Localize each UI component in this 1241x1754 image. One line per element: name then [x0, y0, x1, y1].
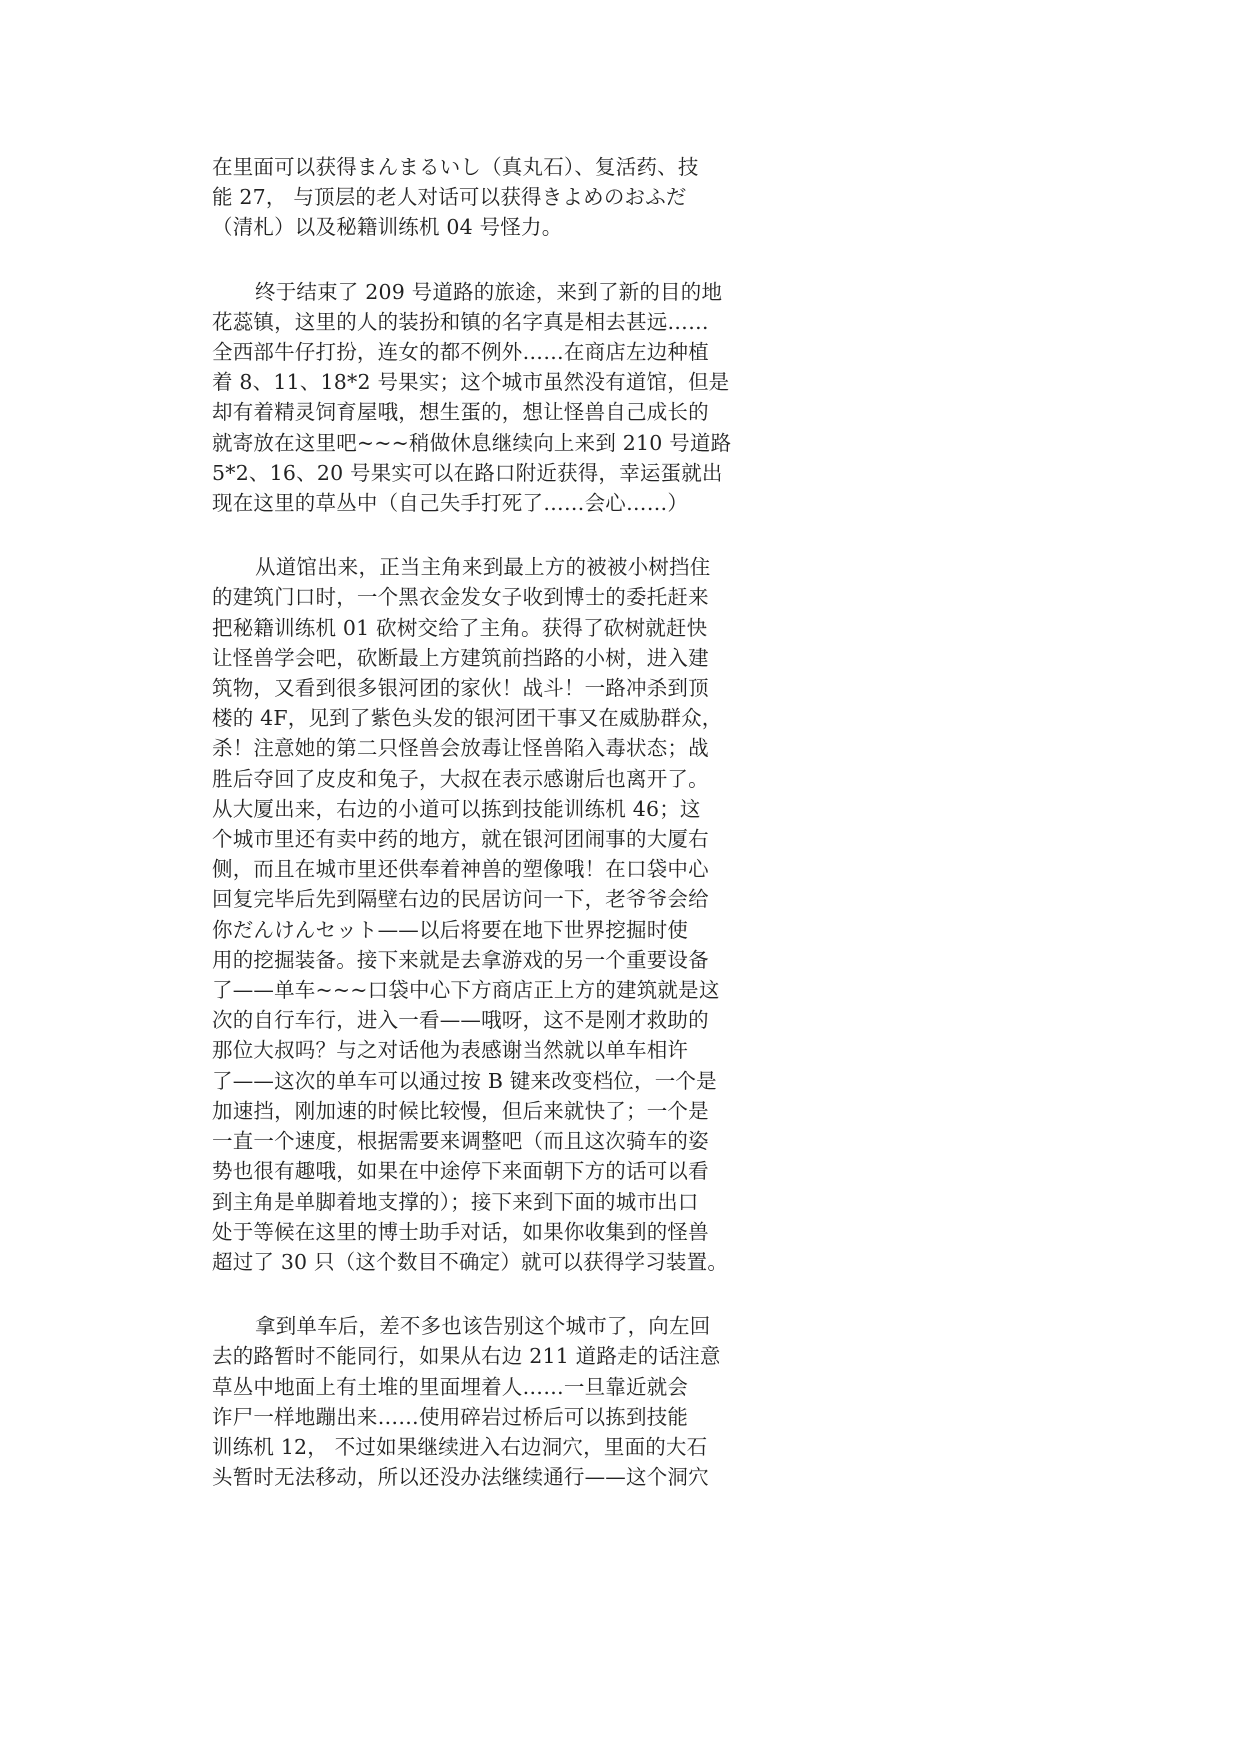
paragraph-3: [212, 552, 732, 1277]
text-line: 杀！注意她的第二只怪兽会放毒让怪兽陷入毒状态；战: [212, 736, 709, 761]
text-line: 筑物，又看到很多银河团的家伙！战斗！一路冲杀到顶: [212, 676, 709, 701]
text-line: 终于结束了 209 号道路的旅途，来到了新的目的地: [255, 279, 723, 304]
text-line: 侧，而且在城市里还供奉着神兽的塑像哦！在口袋中心: [212, 857, 709, 882]
text-line: 那位大叔吗？与之对话他为表感谢当然就以单车相许: [212, 1038, 689, 1063]
text-line: 现在这里的草丛中（自己失手打死了……会心……）: [212, 491, 689, 516]
text-line: 从大厦出来，右边的小道可以拣到技能训练机 46；这: [212, 796, 701, 821]
text-line: 在里面可以获得まんまるいし（真丸石）、复活药、技: [212, 155, 699, 179]
text-line: 处于等候在这里的博士助手对话，如果你收集到的怪兽: [212, 1219, 709, 1244]
text-line: 就寄放在这里吧~~~稍做休息继续向上来到 210 号道路: [212, 430, 732, 455]
text-line: 却有着精灵饲育屋哦，想生蛋的，想让怪兽自己成长的: [212, 400, 709, 425]
text-line: 头暂时无法移动，所以还没办法继续通行——这个洞穴: [212, 1465, 709, 1490]
text-line: 个城市里还有卖中药的地方，就在银河团闹事的大厦右: [212, 827, 709, 852]
text-line: 草丛中地面上有土堆的里面埋着人……一旦靠近就会: [212, 1374, 689, 1399]
text-line: 的建筑门口时，一个黑衣金发女子收到博士的委托赶来: [212, 585, 709, 610]
text-line: 楼的 4F，见到了紫色头发的银河团干事又在威胁群众，: [212, 706, 723, 731]
text-line: 从道馆出来，正当主角来到最上方的被被小树挡住: [255, 555, 711, 580]
text-line: 全西部牛仔打扮，连女的都不例外……在商店左边种植: [212, 340, 709, 365]
text-line: 让怪兽学会吧，砍断最上方建筑前挡路的小树，进入建: [212, 645, 709, 670]
text-line: （清札）以及秘籍训练机 04 号怪力。: [212, 215, 563, 240]
text-line: 到主角是单脚着地支撑的）；接下来到下面的城市出口: [212, 1189, 699, 1214]
document-body: [212, 152, 732, 1492]
paragraph-4: [212, 1311, 732, 1492]
text-line: 用的挖掘装备。接下来就是去拿游戏的另一个重要设备: [212, 947, 709, 972]
text-line: 着 8、11、18*2 号果实；这个城市虽然没有道馆，但是: [212, 370, 730, 395]
text-line: 能 27， 与顶层的老人对话可以获得きよめのおふだ: [212, 185, 687, 210]
paragraph-1: [212, 152, 732, 243]
paragraph-2: [212, 277, 732, 519]
text-line: 胜后夺回了皮皮和兔子，大叔在表示感谢后也离开了。: [212, 766, 709, 791]
text-line: 诈尸一样地蹦出来……使用碎岩过桥后可以拣到技能: [212, 1404, 689, 1429]
text-line: 加速挡，刚加速的时候比较慢，但后来就快了；一个是: [212, 1098, 709, 1123]
text-line: 5*2、16、20 号果实可以在路口附近获得，幸运蛋就出: [212, 460, 723, 485]
text-line: 了——这次的单车可以通过按 B 键来改变档位，一个是: [212, 1068, 717, 1093]
text-line: 花蕊镇，这里的人的装扮和镇的名字真是相去甚远……: [212, 309, 709, 334]
text-line: 势也很有趣哦，如果在中途停下来面朝下方的话可以看: [212, 1159, 709, 1184]
text-line: 拿到单车后，差不多也该告别这个城市了，向左回: [255, 1314, 711, 1339]
text-line: 你だんけんセット——以后将要在地下世界挖掘时使: [212, 917, 689, 942]
text-line: 把秘籍训练机 01 砍树交给了主角。获得了砍树就赶快: [212, 615, 708, 640]
text-line: 了——单车~~~口袋中心下方商店正上方的建筑就是这: [212, 978, 720, 1003]
text-line: 次的自行车行，进入一看——哦呀，这不是刚才救助的: [212, 1008, 709, 1033]
text-line: 一直一个速度，根据需要来调整吧（而且这次骑车的姿: [212, 1129, 709, 1154]
text-line: 回复完毕后先到隔壁右边的民居访问一下，老爷爷会给: [212, 887, 709, 912]
text-line: 超过了 30 只（这个数目不确定）就可以获得学习装置。: [212, 1249, 729, 1274]
text-line: 训练机 12， 不过如果继续进入右边洞穴，里面的大石: [212, 1434, 708, 1459]
text-line: 去的路暂时不能同行，如果从右边 211 道路走的话注意: [212, 1344, 721, 1369]
